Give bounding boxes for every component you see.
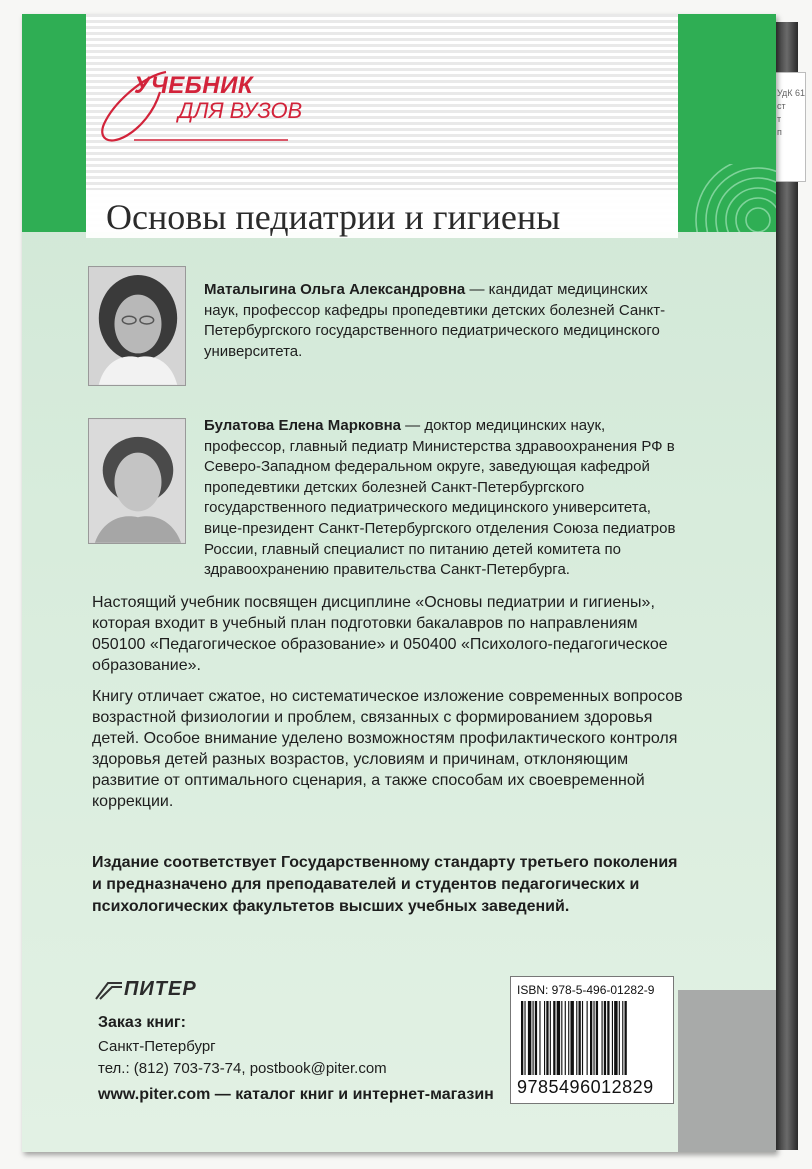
barcode-bar	[576, 1001, 577, 1075]
circle-pattern-icon	[678, 164, 776, 232]
spine-sticker-text: УдК 61 ст т п	[777, 88, 806, 137]
author-photo-2	[88, 418, 186, 544]
piter-swoosh-icon	[94, 979, 124, 1003]
barcode-bar	[521, 1001, 523, 1075]
book-title: Основы педиатрии и гигиены	[106, 197, 561, 237]
barcode-bar	[622, 1001, 623, 1075]
series-title-line1: УЧЕБНИК	[134, 72, 254, 99]
barcode-bar	[587, 1001, 588, 1075]
series-title-line2: ДЛЯ ВУЗОВ	[178, 98, 303, 123]
description-paragraph-2: Книгу отличает сжатое, но систематическое изложение современных вопросов возрастной физиологии и проблем, связанных с формированием здоровья детей. Особое внимание уделено возможностям профилактического контроля здоровья детей разных возрастов, условиям и причинам, отклоняющим развитие от оптимального сценария, а также способам их своевременной коррекции.	[92, 688, 683, 810]
barcode-bar	[535, 1001, 537, 1075]
barcode-bar	[565, 1001, 566, 1075]
author-bio-2	[204, 416, 682, 581]
author-desc-1: — кандидат медицинских наук, профессор кафедры пропедевтики детских болезней Санкт-Петербургского государственного педиатрического медицинского университета.	[204, 281, 666, 360]
barcode-bar	[557, 1001, 560, 1075]
author-bio-1	[204, 280, 674, 362]
description-paragraph-1: Настоящий учебник посвящен дисциплине «Основы педиатрии и гигиены», которая входит в учебный план подготовки бакалавров по направлениям 050100 «Педагогическое образование» и 050400 «Психолого-педагогическое образование».	[92, 594, 668, 674]
barcode-bar	[568, 1001, 569, 1075]
barcode-bar	[533, 1001, 534, 1075]
barcode-bar	[614, 1001, 617, 1075]
barcode-bar	[593, 1001, 594, 1075]
barcode-bar	[596, 1001, 598, 1075]
grey-strip	[678, 990, 776, 1152]
author-desc-2: — доктор медицинских наук, профессор, главный педиатр Министерства здравоохранения РФ в Северо-Западном федеральном округе, заведующая кафедрой пропедевтики детских болезней Санкт-Петербургского государственного педиатрического медицинского университета, вице-президент Санкт-Петербургского отделения Союза педиатров России, главный специалист по питанию детей комитета по здравоохранению правительства Санкт-Петербурга.	[204, 417, 676, 579]
author-photo-1	[88, 266, 186, 386]
barcode-bar	[602, 1001, 603, 1075]
ean-number: 9785496012829	[517, 1077, 654, 1097]
barcode-bar	[619, 1001, 620, 1075]
barcode-bar	[604, 1001, 606, 1075]
barcode-bar	[582, 1001, 583, 1075]
barcode-bar	[612, 1001, 613, 1075]
order-contact: тел.: (812) 703-73-74, postbook@piter.com	[98, 1060, 387, 1077]
order-city: Санкт-Петербург	[98, 1038, 216, 1055]
barcode-bar	[524, 1001, 525, 1075]
barcode-bar	[544, 1001, 545, 1075]
barcode-bar	[607, 1001, 609, 1075]
author-name-2: Булатова Елена Марковна	[204, 417, 401, 434]
barcode-bar	[561, 1001, 562, 1075]
barcode-icon	[519, 1001, 667, 1079]
barcode-bar	[625, 1001, 627, 1075]
barcode-bar	[553, 1001, 555, 1075]
publisher-logo-text: ПИТЕР	[124, 978, 197, 1000]
barcode-bar	[570, 1001, 573, 1075]
barcode-bar	[590, 1001, 592, 1075]
barcode-bar	[579, 1001, 581, 1075]
barcode-box	[510, 976, 674, 1104]
barcode-bar	[539, 1001, 540, 1075]
publisher-website: www.piter.com — каталог книг и интернет-магазин	[98, 1086, 494, 1103]
book-spine	[776, 22, 798, 1150]
barcode-bar	[528, 1001, 531, 1075]
publisher-logo	[92, 976, 232, 1006]
barcode-bar	[546, 1001, 548, 1075]
book-back-cover	[22, 14, 776, 1152]
isbn-number: ISBN: 978-5-496-01282-9	[517, 983, 655, 997]
barcode-bar	[550, 1001, 551, 1075]
standard-statement: Издание соответствует Государственному стандарту третьего поколения и предназначено для преподавателей и студентов педагогических и психологических факультетов высших учебных заведений.	[92, 854, 678, 915]
author-name-1: Маталыгина Ольга Александровна	[204, 281, 466, 298]
order-title: Заказ книг:	[98, 1014, 186, 1031]
